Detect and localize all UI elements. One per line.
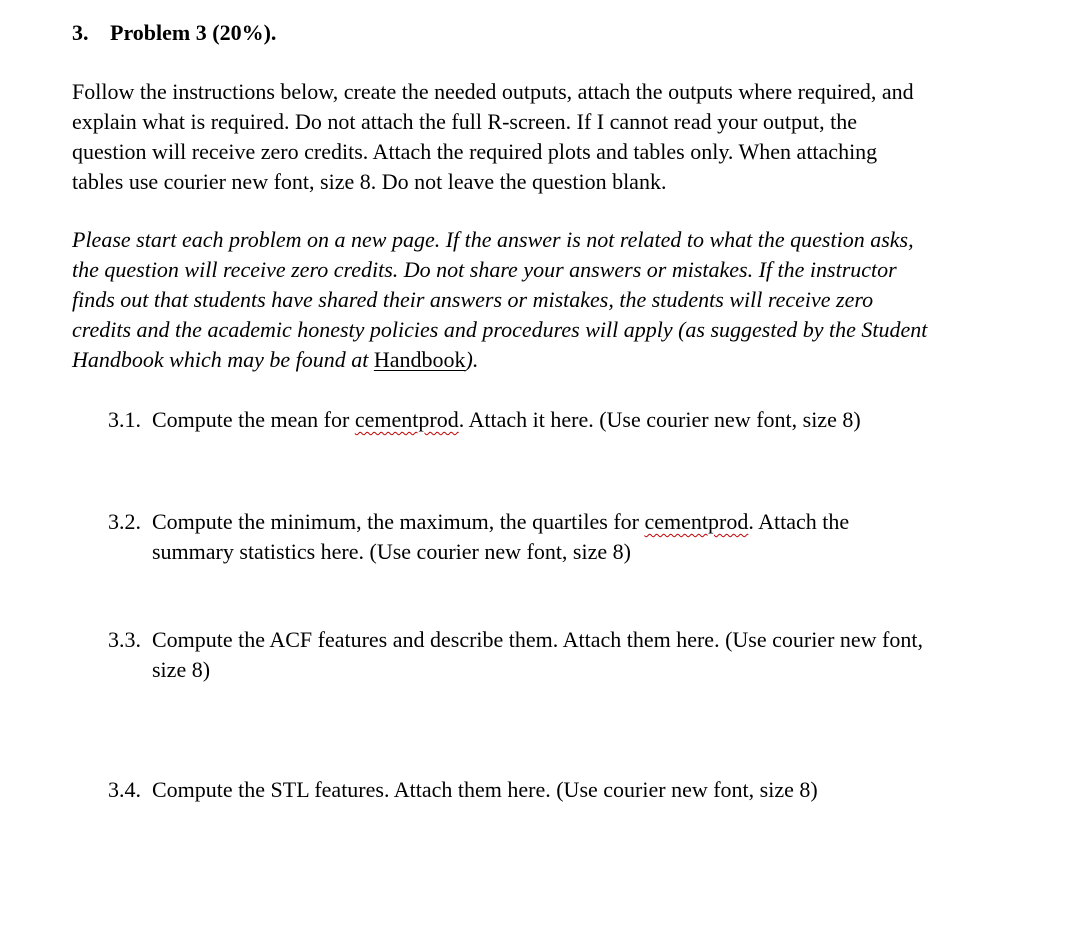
question-number: 3.4. <box>108 777 141 802</box>
policy-last-suffix: ). <box>465 347 479 372</box>
policy-line-last <box>72 345 1032 375</box>
instructions-line: tables use courier new font, size 8. Do not leave the question blank. <box>72 169 667 194</box>
question-text: Compute the mean for <box>152 407 355 432</box>
question-text: Compute the STL features. Attach them here. (Use courier new font, size 8) <box>152 777 818 802</box>
problem-heading <box>72 18 276 48</box>
question-continuation: size 8) <box>152 657 211 682</box>
question-text: Compute the ACF features and describe them. Attach them here. (Use courier new font, <box>152 627 923 652</box>
question-text: . Attach it here. (Use courier new font, size 8) <box>458 407 861 432</box>
handbook-link[interactable]: Handbook <box>373 347 466 372</box>
problem-title: Problem 3 (20%). <box>110 20 277 45</box>
instructions-line: question will receive zero credits. Attach the required plots and tables only. When attaching <box>72 139 878 164</box>
question-number: 3.1. <box>108 407 141 432</box>
policy-line: Please start each problem on a new page. If the answer is not related to what the question asks, <box>72 227 914 252</box>
instructions-line: Follow the instructions below, create the needed outputs, attach the outputs where required, and <box>72 79 914 104</box>
policy-line: credits and the academic honesty policies and procedures will apply (as suggested by the Student <box>72 317 928 342</box>
problem-number: 3. <box>72 20 89 45</box>
policy-line: the question will receive zero credits. Do not share your answers or mistakes. If the instructor <box>72 257 897 282</box>
question-3-3 <box>108 625 1038 685</box>
question-continuation: summary statistics here. (Use courier new font, size 8) <box>152 539 631 564</box>
question-3-4 <box>108 775 1038 805</box>
spellcheck-term: cementprod <box>354 407 459 432</box>
honesty-policy-paragraph <box>72 225 1032 375</box>
policy-last-prefix: Handbook which may be found at <box>72 347 374 372</box>
instructions-paragraph <box>72 77 1032 197</box>
spellcheck-term: cementprod <box>644 509 749 534</box>
question-text: Compute the minimum, the maximum, the quartiles for <box>152 509 645 534</box>
question-3-1 <box>108 405 1038 435</box>
question-3-2 <box>108 507 1038 567</box>
question-text: . Attach the <box>748 509 850 534</box>
instructions-line: explain what is required. Do not attach the full R-screen. If I cannot read your output, the <box>72 109 858 134</box>
question-number: 3.2. <box>108 509 141 534</box>
policy-line: finds out that students have shared their answers or mistakes, the students will receive zero <box>72 287 874 312</box>
question-number: 3.3. <box>108 627 141 652</box>
